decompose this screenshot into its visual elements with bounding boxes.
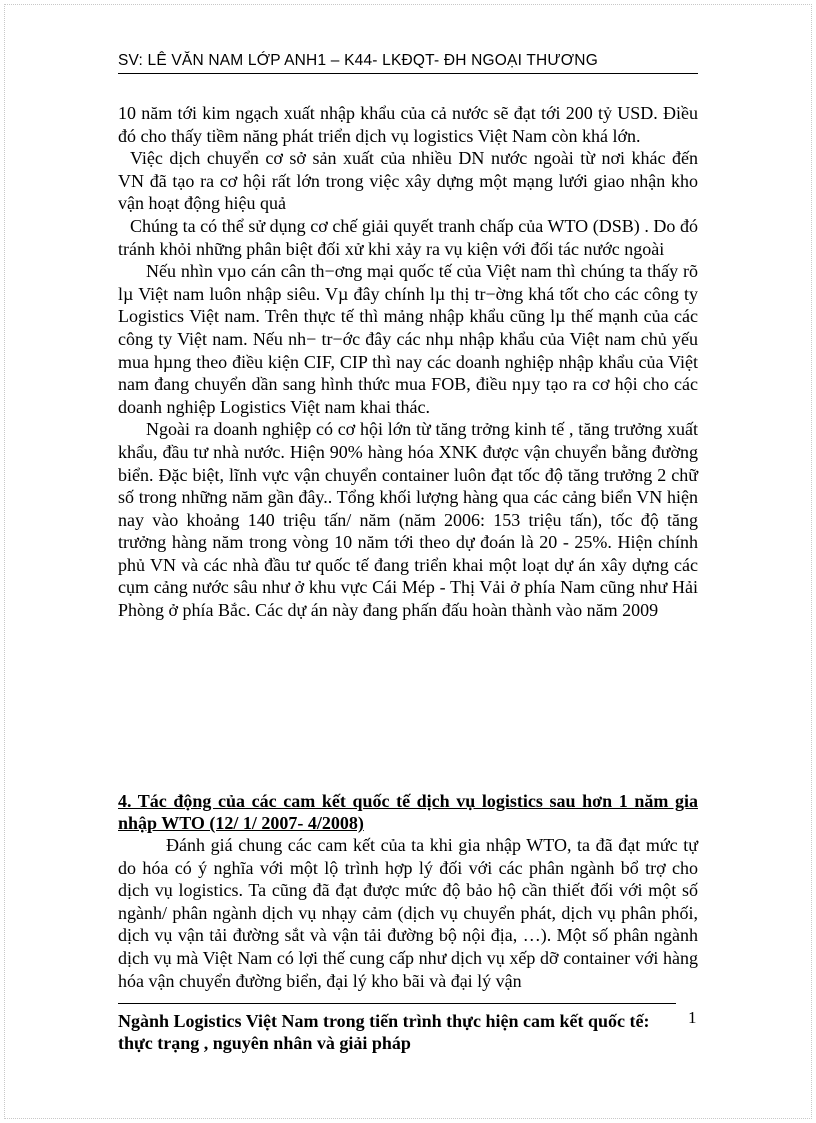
section-4 — [118, 790, 698, 992]
footer-title: Ngành Logistics Việt Nam trong tiến trình thực hiện cam kết quốc tế: thực trạng , nguyên nhân và giải pháp — [118, 1011, 650, 1053]
body-paragraph: Ngoài ra doanh nghiệp có cơ hội lớn từ tăng trởng kinh tế , tăng trưởng xuất khẩu, đầu tư nhà nước. Hiện 90% hàng hóa XNK được vận chuyển bằng đường biển. Đặc biệt, lĩnh vực vận chuyển container luôn đạt tốc độ tăng trưởng 2 chữ số trong những năm gần đây.. Tổng khối lượng hàng qua các cảng biển VN hiện nay vào khoảng 140 triệu tấn/ năm (năm 2006: 153 triệu tấn), tốc độ tăng trưởng hàng năm trong vòng 10 năm tới theo dự đoán là 20 - 25%. Hiện chính phủ VN và các nhà đầu tư quốc tế đang triển khai một loạt dự án xây dựng các cụm cảng nước sâu như ở khu vực Cái Mép - Thị Vải ở phía Nam cũng như Hải Phòng ở phía Bắc. Các dự án này đang phấn đấu hoàn thành vào năm 2009 — [118, 419, 698, 621]
page-number: 1 — [688, 1008, 697, 1027]
body-paragraph: Việc dịch chuyển cơ sở sản xuất của nhiều DN nước ngoài từ nơi khác đến VN đã tạo ra cơ hội rất lớn trong việc xây dựng một mạng lưới giao nhận kho vận hoạt động hiệu quả — [118, 148, 698, 214]
body-paragraph: 10 năm tới kim ngạch xuất nhập khẩu của cả nước sẽ đạt tới 200 tỷ USD. Điều đó cho thấy tiềm năng phát triển dịch vụ logistics Việt Nam còn khá lớn. — [118, 103, 698, 146]
page-header: SV: LÊ VĂN NAM LỚP ANH1 – K44- LKĐQT- ĐH NGOẠI THƯƠNG — [118, 51, 698, 74]
section-paragraph: Đánh giá chung các cam kết của ta khi gia nhập WTO, ta đã đạt mức tự do hóa có ý nghĩa với một lộ trình hợp lý đối với các phân ngành bổ trợ cho dịch vụ logistics. Ta cũng đã đạt được mức độ bảo hộ cần thiết đối với một số ngành/ phân ngành dịch vụ nhạy cảm (dịch vụ chuyển phát, dịch vụ phân phối, dịch vụ vận tải đường sắt và vận tải đường bộ nội địa, …). Một số phân ngành dịch vụ mà Việt Nam có lợi thế cung cấp như dịch vụ xếp dỡ container với hàng hóa vận chuyển đường biển, đại lý kho bãi và đại lý vận — [118, 835, 698, 991]
body-text — [118, 102, 698, 622]
body-paragraph: Chúng ta có thể sử dụng cơ chế giải quyết tranh chấp của WTO (DSB) . Do đó tránh khỏi những phân biệt đối xử khi xảy ra vụ kiện với đối tác nước ngoài — [118, 215, 698, 259]
section-heading: 4. Tác động của các cam kết quốc tế dịch vụ logistics sau hơn 1 năm gia nhập WTO (12/ 1/ 2007- 4/2008) — [118, 791, 698, 833]
body-paragraph: Nếu nhìn vµo cán cân th−ơng mại quốc tế của Việt nam thì chúng ta thấy rõ lµ Việt nam luôn nhập siêu. Vµ đây chính lµ thị tr−ờng khá tốt cho các công ty Logistics Việt nam. Trên thực tế thì mảng nhập khẩu cũng lµ thế mạnh của các công ty Việt nam. Nếu nh− tr−ớc đây các nhµ nhập khẩu của Việt nam chủ yếu mua hµng theo điều kiện CIF, CIP thì nay các doanh nghiệp nhập khẩu của Việt nam đang chuyển dần sang hình thức mua FOB, điều nµy tạo ra cơ hội cho các doanh nghiệp Logistics Việt nam khai thác. — [118, 261, 698, 417]
footer-divider — [118, 1003, 676, 1004]
